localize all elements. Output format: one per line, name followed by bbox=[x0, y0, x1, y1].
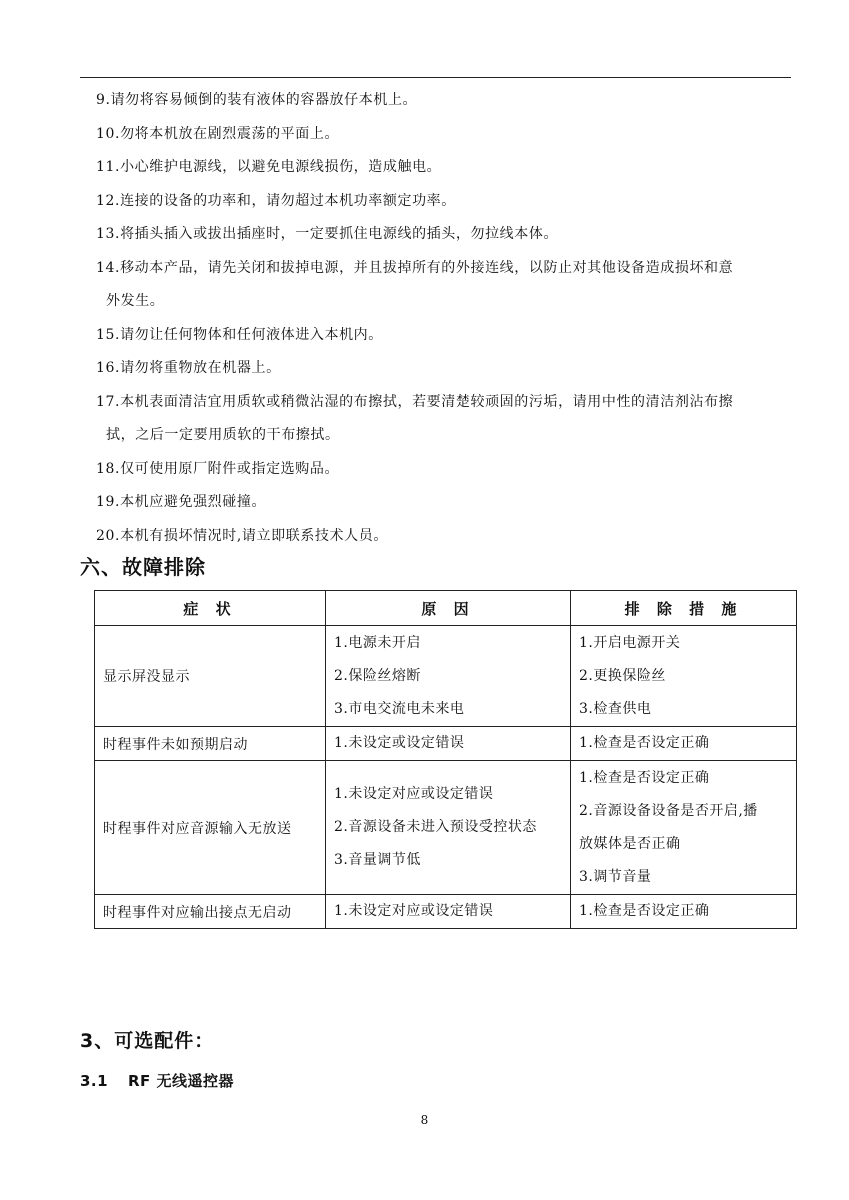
note-10: 10.勿将本机放在剧烈震荡的平面上。 bbox=[96, 125, 340, 142]
fix-line: 放媒体是否正确 bbox=[579, 835, 681, 852]
cause-cell bbox=[326, 727, 571, 761]
note-15: 15.请勿让任何物体和任何液体进入本机内。 bbox=[96, 326, 383, 343]
heading-rf-remote bbox=[80, 1070, 234, 1091]
symptom-cell: 时程事件未如预期启动 bbox=[95, 727, 326, 761]
fix-cell bbox=[571, 727, 797, 761]
note-19: 19.本机应避免强烈碰撞。 bbox=[96, 494, 267, 510]
note-17-continued: 拭，之后一定要用质软的干布擦拭。 bbox=[106, 427, 340, 443]
header-rule bbox=[80, 77, 791, 78]
fix-line: 1.检查是否设定正确 bbox=[579, 903, 710, 919]
safety-notes-list bbox=[96, 84, 796, 553]
cause-line: 1.电源未开启 bbox=[334, 634, 421, 651]
fix-line: 1.检查是否设定正确 bbox=[579, 735, 710, 751]
heading-optional-accessories: 3、可选配件： bbox=[80, 1030, 215, 1052]
fix-line: 3.调节音量 bbox=[579, 868, 652, 885]
cause-line: 2.音源设备未进入预设受控状态 bbox=[334, 819, 537, 835]
note-13: 13.将插头插入或拔出插座时，一定要抓住电源线的插头，勿拉线本体。 bbox=[96, 226, 559, 242]
cause-line: 3.市电交流电未来电 bbox=[334, 700, 465, 717]
note-20: 20.本机有损坏情况时,请立即联系技术人员。 bbox=[96, 527, 388, 544]
cause-cell bbox=[326, 895, 571, 929]
table-row bbox=[95, 626, 797, 727]
table-row bbox=[95, 895, 797, 929]
heading-number: 3.1 bbox=[80, 1072, 109, 1090]
note-14: 14.移动本产品，请先关闭和拔掉电源，并且拔掉所有的外接连线，以防止对其他设备造成损坏和意 bbox=[96, 259, 734, 276]
section-title-troubleshooting: 六、故障排除 bbox=[80, 555, 206, 579]
table-header-row bbox=[95, 591, 797, 626]
note-12: 12.连接的设备的功率和，请勿超过本机功率额定功率。 bbox=[96, 192, 456, 209]
symptom-cell: 显示屏没显示 bbox=[95, 626, 326, 727]
cause-cell bbox=[326, 761, 571, 895]
symptom-cell: 时程事件对应音源输入无放送 bbox=[95, 761, 326, 895]
fix-line: 3.检查供电 bbox=[579, 700, 652, 717]
header-symptom: 症 状 bbox=[95, 591, 326, 626]
note-9: 9.请勿将容易倾倒的装有液体的容器放仔本机上。 bbox=[96, 92, 418, 108]
header-fix: 排 除 措 施 bbox=[571, 591, 797, 626]
cause-line: 3.音量调节低 bbox=[334, 852, 421, 868]
table-row bbox=[95, 727, 797, 761]
heading-text: RF 无线遥控器 bbox=[128, 1072, 235, 1090]
cause-line: 1.未设定对应或设定错误 bbox=[334, 903, 494, 919]
note-16: 16.请勿将重物放在机器上。 bbox=[96, 360, 281, 376]
table-row bbox=[95, 761, 797, 895]
note-18: 18.仅可使用原厂附件或指定选购品。 bbox=[96, 460, 340, 477]
header-cause: 原 因 bbox=[326, 591, 571, 626]
note-14-continued: 外发生。 bbox=[106, 293, 165, 309]
fix-cell bbox=[571, 895, 797, 929]
fix-cell bbox=[571, 761, 797, 895]
note-17: 17.本机表面清洁宜用质软或稍微沾湿的布擦拭，若要清楚较顽固的污垢，请用中性的清洁剂沾布擦 bbox=[96, 393, 734, 410]
cause-cell bbox=[326, 626, 571, 727]
fix-line: 1.开启电源开关 bbox=[579, 634, 681, 651]
fix-line: 2.更换保险丝 bbox=[579, 667, 666, 684]
cause-line: 1.未设定对应或设定错误 bbox=[334, 786, 494, 802]
cause-line: 1.未设定或设定错误 bbox=[334, 735, 465, 751]
fix-line: 1.检查是否设定正确 bbox=[579, 769, 710, 786]
fix-line: 2.音源设备设备是否开启,播 bbox=[579, 802, 758, 819]
fix-cell bbox=[571, 626, 797, 727]
troubleshooting-table bbox=[94, 590, 797, 929]
page-number: 8 bbox=[420, 1113, 429, 1127]
note-11: 11.小心维护电源线，以避免电源线损伤，造成触电。 bbox=[96, 159, 442, 175]
symptom-cell: 时程事件对应输出接点无启动 bbox=[95, 895, 326, 929]
cause-line: 2.保险丝熔断 bbox=[334, 667, 421, 684]
